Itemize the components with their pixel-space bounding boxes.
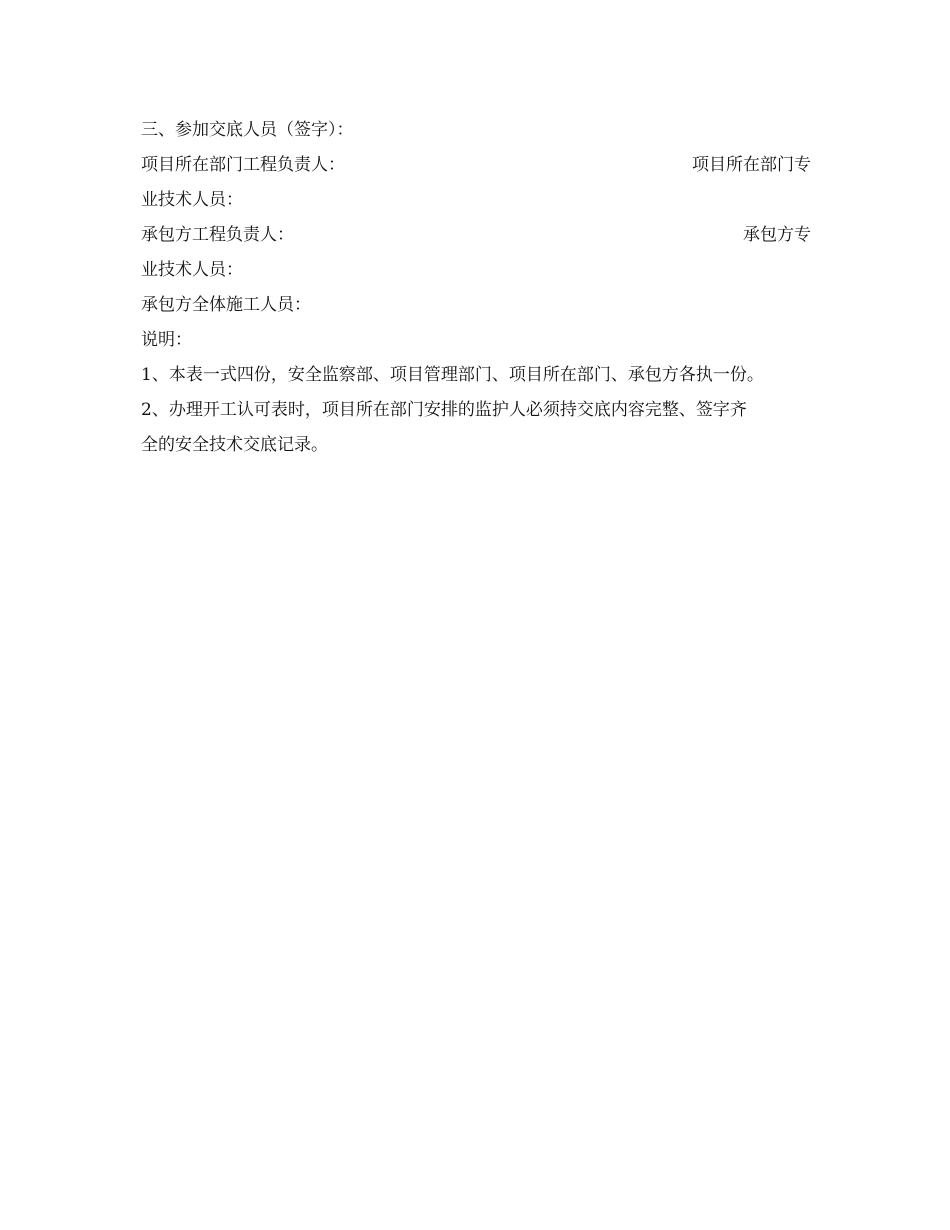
department-engineer-label: 项目所在部门工程负责人： bbox=[141, 155, 345, 175]
note-item-2-line-2: 全的安全技术交底记录。 bbox=[141, 435, 328, 455]
note-item-2-line-1: 2、办理开工认可表时，项目所在部门安排的监护人必须持交底内容完整、签字齐 bbox=[141, 400, 747, 420]
document-body bbox=[141, 118, 811, 457]
contractor-technician-label-end: 业技术人员： bbox=[141, 260, 243, 280]
contractor-workers-label: 承包方全体施工人员： bbox=[141, 295, 311, 315]
contractor-engineer-label: 承包方工程负责人： bbox=[141, 225, 294, 245]
department-technician-label-end: 业技术人员： bbox=[141, 190, 243, 210]
section-heading: 三、参加交底人员（签字）： bbox=[141, 120, 354, 140]
signer-line-department-engineer bbox=[141, 153, 811, 177]
department-technician-label-start: 项目所在部门专 bbox=[692, 155, 811, 175]
contractor-technician-label-start: 承包方专 bbox=[743, 225, 811, 245]
notes-heading: 说明： bbox=[141, 330, 192, 350]
signer-line-contractor-engineer bbox=[141, 223, 811, 247]
note-item-1: 1、本表一式四份，安全监察部、项目管理部门、项目所在部门、承包方各执一份。 bbox=[141, 365, 764, 385]
